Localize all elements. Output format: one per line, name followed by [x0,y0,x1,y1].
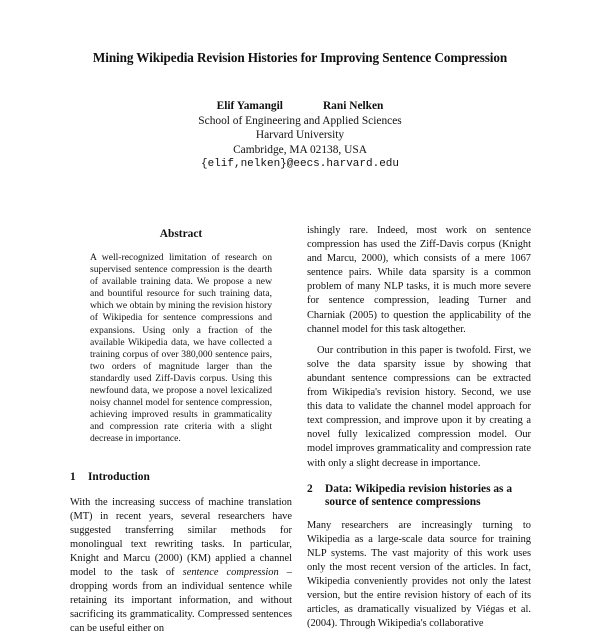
section-number: 2 [307,483,325,509]
email: {elif,nelken}@eecs.harvard.edu [0,157,600,172]
section-title [325,483,512,509]
section-number: 1 [70,471,88,484]
section-title-line: source of sentence compressions [325,496,481,508]
abstract-heading: Abstract [70,228,292,240]
section-title-line: Data: Wikipedia revision histories as a [325,483,512,495]
text-run: With the increasing success of machine translation (MT) in recent years, several researchers have suggested transferring similar methods for monolingual text rewriting tasks. In particular, Knight and Marcu (2000) (KM) applied a channel model to the task of [70,497,292,578]
text-run: – dropping words from an individual sentence while retaining its important information, and without sacrificing its grammaticality. Compressed sentences can be useful either on [70,567,292,634]
author-name: Rani Nelken [323,99,383,114]
contribution-paragraph: Our contribution in this paper is twofold. First, we solve the data sparsity issue by showing that abundant sentence compressions can be extracted from Wikipedia's revision history. Second, we use this data to validate the channel model approach for text compression, and improve upon it by creating a novel fully lexicalized compression model. Our model improves grammaticality and compression rate with only a slight decrease in importance. [307,344,531,471]
paragraph: ishingly rare. Indeed, most work on sentence compression has used the Ziff-Davis corpus (Knight and Marcu, 2000), which consists of a mere 1067 sentence pairs. While data sparsity is a common problem of many NLP tasks, it is much more severe for sentence compression, leading Turner and Charniak (2005) to question the applicability of the channel model for this task altogether. [307,224,531,337]
paper-title: Mining Wikipedia Revision Histories for Improving Sentence Compression [0,50,600,66]
university: Harvard University [0,128,600,143]
introduction-paragraph [70,496,292,636]
section-2-paragraph: Many researchers are increasingly turning to Wikipedia as a large-scale data source for training NLP systems. The vast majority of this work uses only the most recent version of the articles. In fact, Wikipedia conveniently provides not only the latest version, but the entire revision history of each of its articles, as dramatically visualized by Viégas et al. (2004). Through Wikipedia's collaborative [307,519,531,632]
section-title: Introduction [88,471,150,484]
affiliation: School of Engineering and Applied Sciences [0,114,600,129]
author-name: Elif Yamangil [217,99,283,114]
address: Cambridge, MA 02138, USA [0,143,600,158]
abstract-text: A well-recognized limitation of research on supervised sentence compression is the dearth of available training data. We propose a new and bountiful resource for such training data, which we obtain by mining the revision history of Wikipedia for sentence compressions and expansions. Using only a fraction of the available Wikipedia data, we have collected a training corpus of over 380,000 sentence pairs, two orders of magnitude larger than the standardly used Ziff-Davis corpus. Using this newfound data, we propose a novel lexicalized noisy channel model for sentence compression, achieving improved results in grammaticality and compression rate criteria with a slight decrease in importance. [90,252,272,446]
author-names [0,99,600,114]
right-column [307,224,531,631]
italic-term: sentence compression [183,567,279,578]
section-2-heading [307,483,531,509]
left-column [70,228,292,636]
author-block [0,99,600,172]
section-1-heading [70,471,292,484]
